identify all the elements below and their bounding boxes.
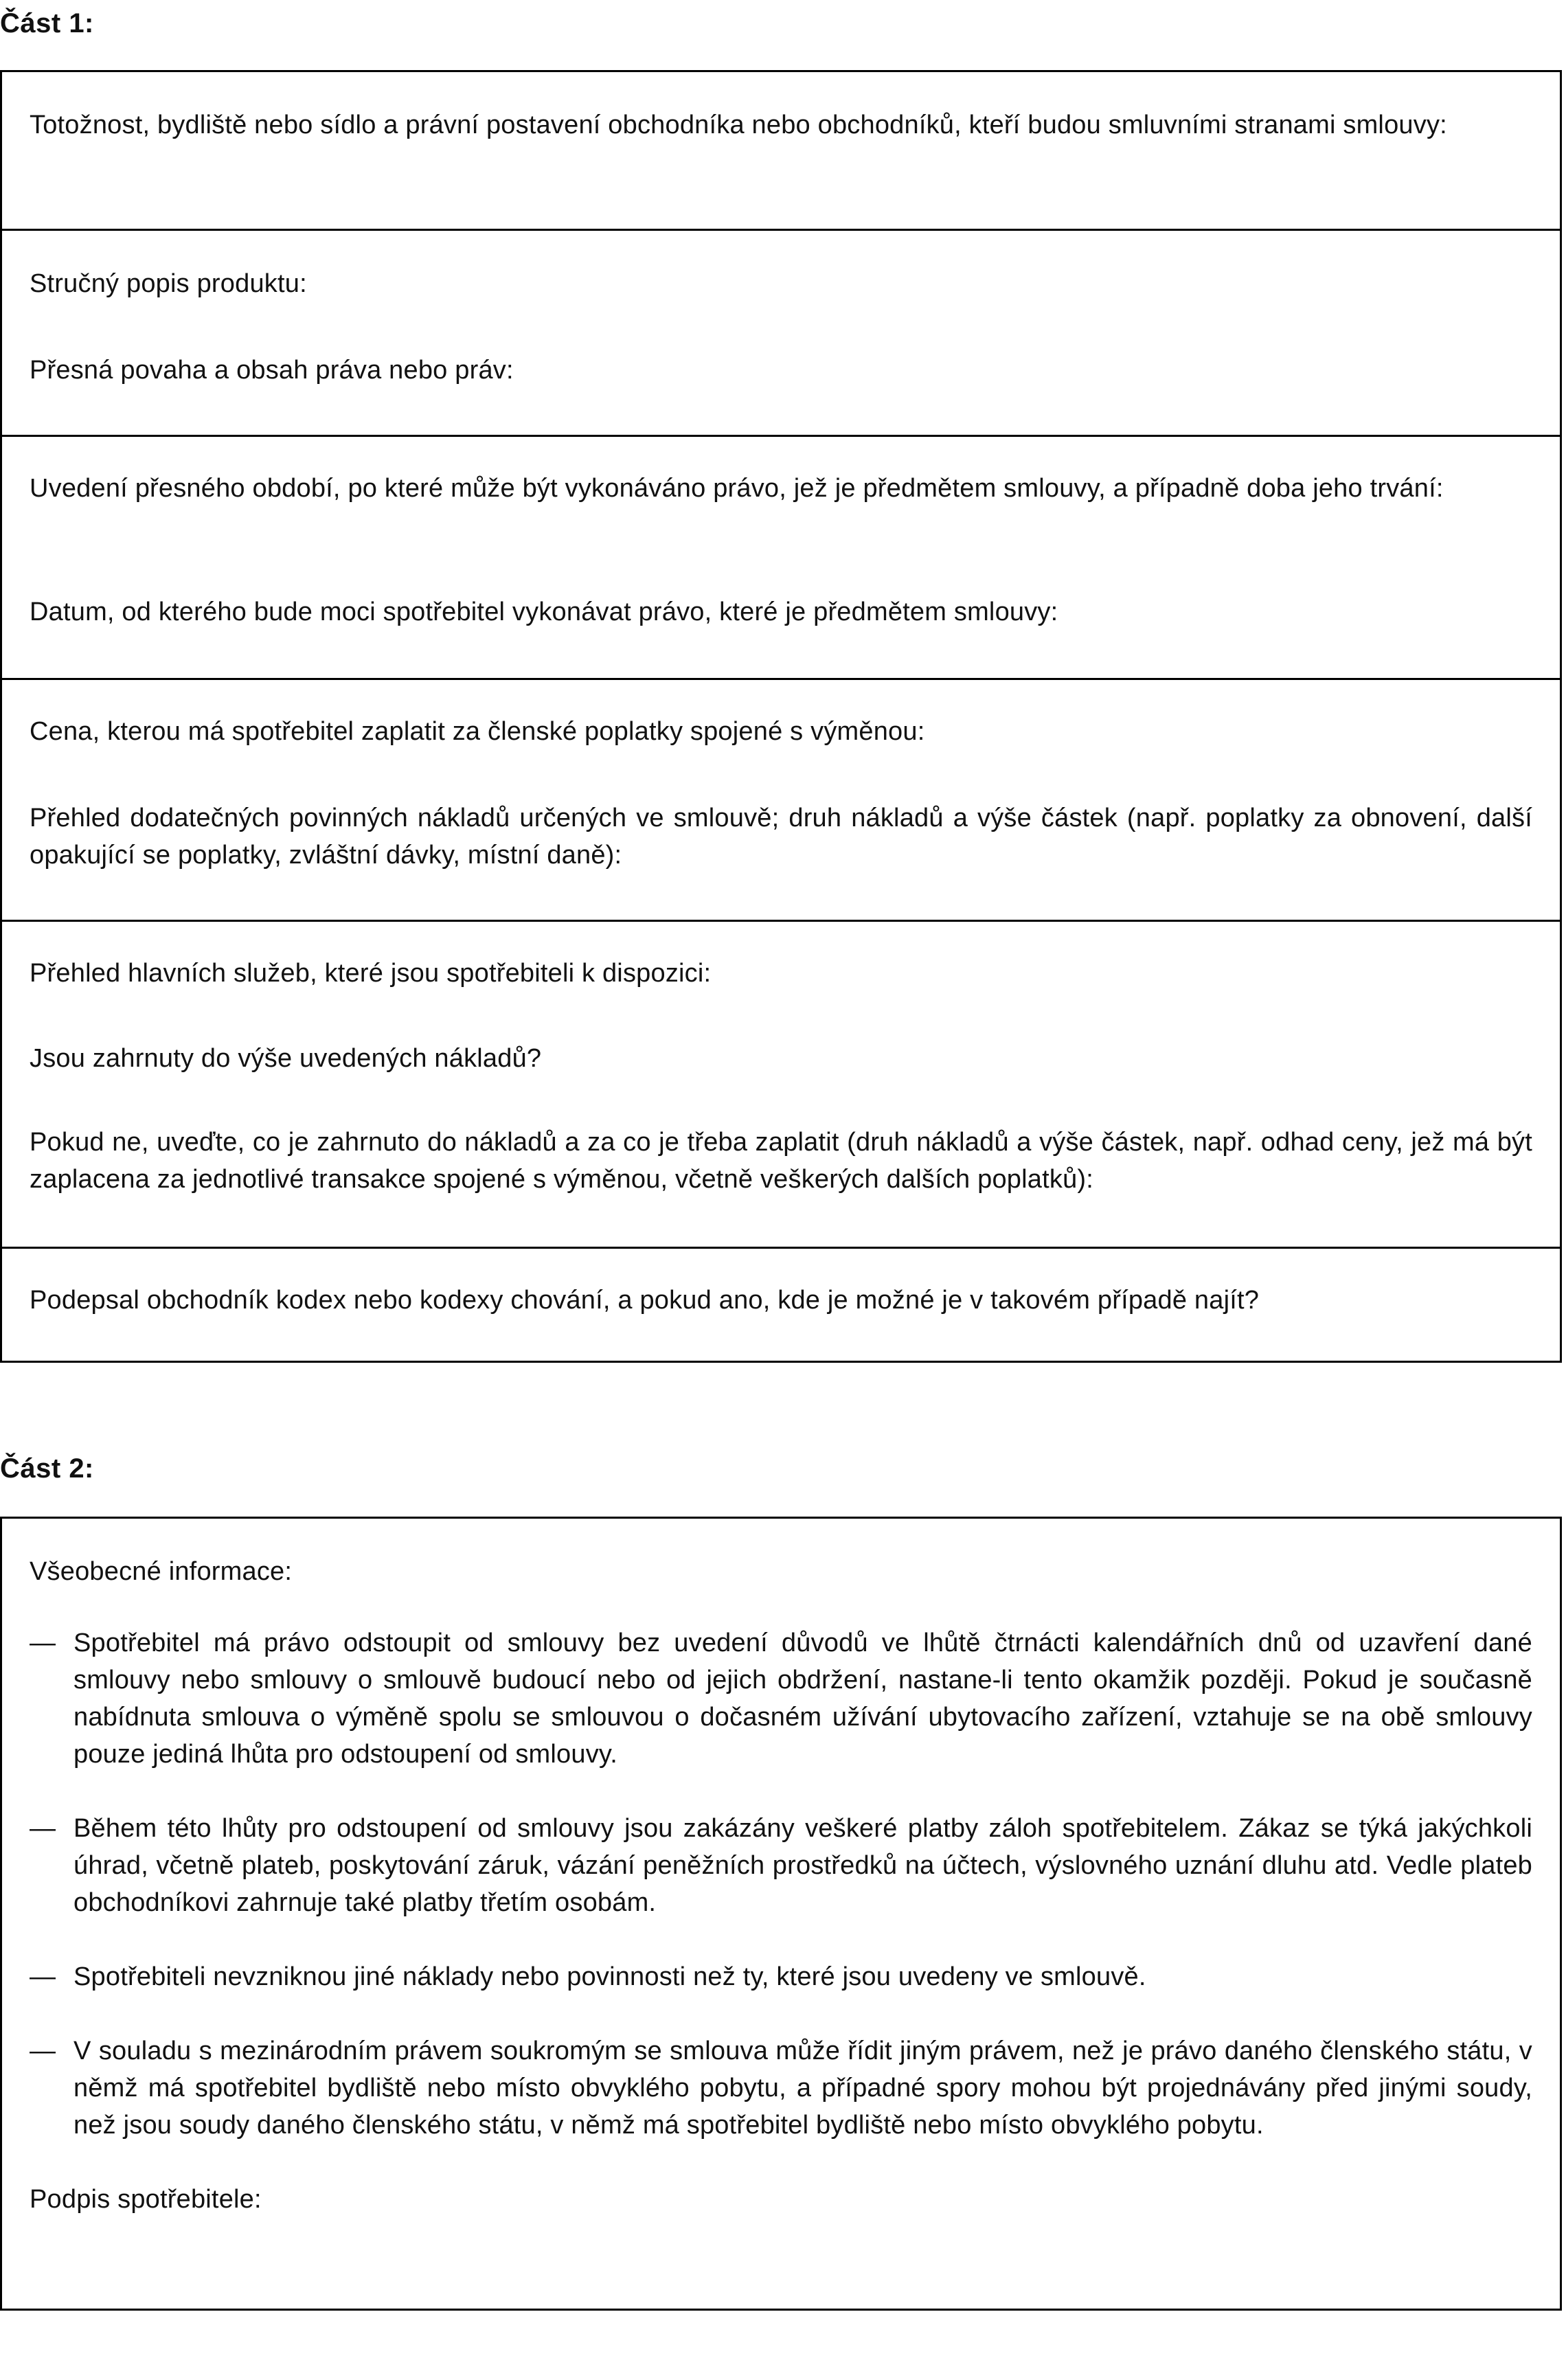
withdrawal-right-text: Spotřebitel má právo odstoupit od smlouvy bez uvedení důvodů ve lhůtě čtrnácti kalendářních dnů od uzavření dané smlouvy nebo smlouvy o smlouvě budoucí nebo od jejich obdržení, nastane-li tento okamžik později. Pokud je současně nabídnuta smlouva o výměně spolu se smlouvou o dočasném užívání ubytovacího zařízení, vztahuje se na obě smlouvy pouze jediná lhůta pro odstoupení od smlouvy. (73, 1629, 1532, 1769)
part2-box (0, 1517, 1562, 2311)
period-text: Uvedení přesného období, po které může být vykonáváno právo, jež je předmětem smlouvy, a případně doba jeho trvání: (30, 474, 1444, 503)
advance-payment-ban-text: Během této lhůty pro odstoupení od smlouvy jsou zakázány veškeré platby záloh spotřebitelem. Zákaz se týká jakýchkoli úhrad, včetně plateb, poskytování záruk, vázání peněžních prostředků na účtech, výslovného uznání dluhu atd. Vedle plateb obchodníkovi zahrnuje také platby třetím osobám. (73, 1814, 1532, 1917)
not-included-text: Pokud ne, uveďte, co je zahrnuto do nákladů a za co je třeba zaplatit (druh nákladů a výše částek, např. odhad ceny, jež má být zaplacena za jednotlivé transakce spojené s výměnou, včetně veškerých dalších poplatků): (30, 1128, 1532, 1194)
part2-title: Část 2: (0, 1453, 94, 1484)
additional-costs-text: Přehled dodatečných povinných nákladů určených ve smlouvě; druh nákladů a výše částek (např. poplatky za obnovení, další opakující se poplatky, zvláštní dávky, místní daně): (30, 804, 1532, 870)
code-of-conduct-question: Podepsal obchodník kodex nebo kodexy chování, a pokud ano, kde je možné je v takovém případě najít? (30, 1286, 1260, 1315)
applicable-law-text: V souladu s mezinárodním právem soukromým se smlouva může řídit jiným právem, než je právo daného členského státu, v němž má spotřebitel bydliště nebo místo obvyklého pobytu, a případné spory mohou být projednávány před jinými soudy, než jsou soudy daného členského státu, v němž má spotřebitel bydliště nebo místo obvyklého pobytu. (73, 2037, 1532, 2140)
included-question: Jsou zahrnuty do výše uvedených nákladů? (30, 1044, 542, 1073)
identity-text: Totožnost, bydliště nebo sídlo a právní postavení obchodníka nebo obchodníků, kteří budou smluvními stranami smlouvy: (30, 111, 1447, 139)
no-other-costs-text: Spotřebiteli nevzniknou jiné náklady nebo povinnosti než ty, které jsou uvedeny ve smlouvě. (73, 1962, 1146, 1991)
part1-title: Část 1: (0, 8, 94, 38)
consumer-signature-label: Podpis spotřebitele: (30, 2185, 262, 2214)
part1-row-code-of-conduct (2, 1247, 1560, 1361)
part1-row-identity (2, 72, 1560, 229)
dash-bullet: — (30, 2037, 56, 2065)
part1-table (0, 70, 1562, 1363)
list-item (30, 1958, 1532, 1995)
rights-nature-label: Přesná povaha a obsah práva nebo práv: (30, 356, 514, 385)
part1-row-period (2, 435, 1560, 678)
list-item (30, 2032, 1532, 2144)
dash-bullet: — (30, 1629, 56, 1657)
part1-row-product (2, 229, 1560, 435)
list-item (30, 1810, 1532, 1921)
general-info-label: Všeobecné informace: (30, 1557, 293, 1586)
part1-row-services (2, 920, 1560, 1247)
membership-fee-label: Cena, kterou má spotřebitel zaplatit za členské poplatky spojené s výměnou: (30, 717, 925, 746)
general-info-list (30, 1624, 1532, 2144)
list-item (30, 1624, 1532, 1773)
main-services-label: Přehled hlavních služeb, které jsou spotřebiteli k dispozici: (30, 959, 712, 988)
part1-row-costs (2, 678, 1560, 920)
product-description-label: Stručný popis produktu: (30, 269, 307, 298)
dash-bullet: — (30, 1814, 56, 1843)
start-date-label: Datum, od kterého bude moci spotřebitel vykonávat právo, které je předmětem smlouvy: (30, 598, 1058, 626)
dash-bullet: — (30, 1962, 56, 1991)
